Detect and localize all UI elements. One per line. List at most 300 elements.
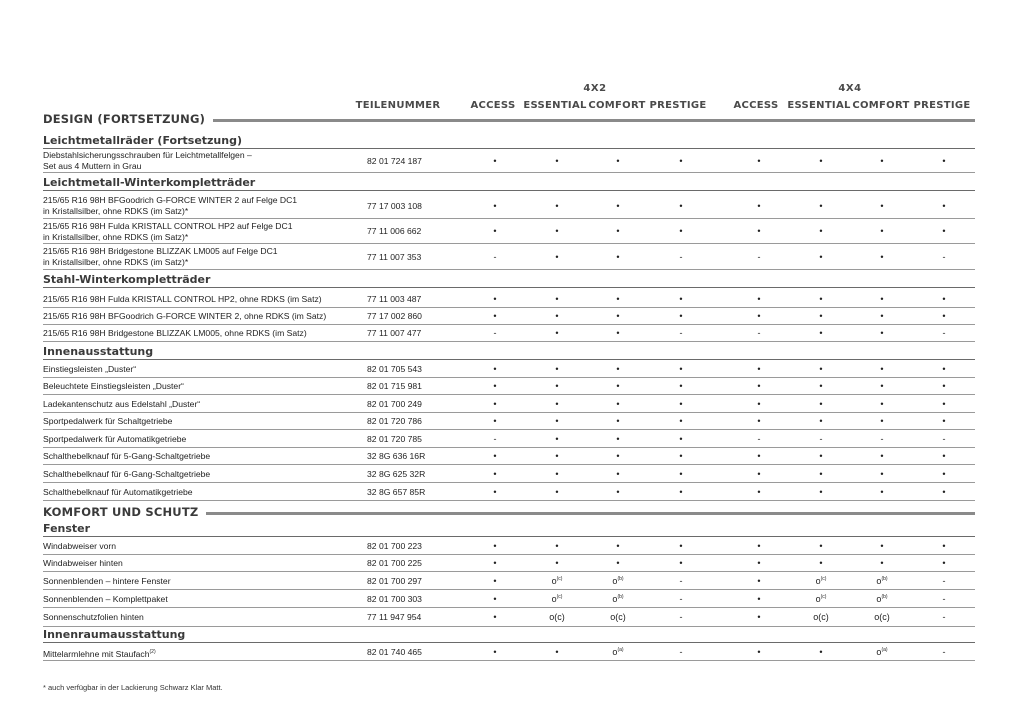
accessory-name-line: 215/65 R16 98H Fulda KRISTALL CONTROL HP2, ohne RDKS (im Satz) [43, 294, 322, 304]
availability-cell [744, 612, 774, 622]
availability-cell [480, 201, 510, 211]
availability-mark: • [942, 381, 946, 391]
availability-mark: • [616, 541, 620, 551]
availability-cell [929, 487, 959, 497]
availability-cell [666, 451, 696, 461]
availability-mark: • [942, 294, 946, 304]
availability-mark: • [757, 647, 761, 657]
availability-cell [806, 294, 836, 304]
availability-mark: • [555, 416, 559, 426]
availability-mark: • [493, 416, 497, 426]
availability-cell [666, 541, 696, 551]
availability-mark: • [880, 226, 884, 236]
availability-mark: • [493, 647, 497, 657]
availability-cell [867, 434, 897, 444]
availability-cell [929, 594, 959, 604]
availability-cell [867, 487, 897, 497]
availability-cell [603, 576, 633, 586]
availability-cell [603, 364, 633, 374]
subsection-title: Innenraumausstattung [43, 628, 186, 641]
availability-cell [744, 381, 774, 391]
availability-cell [603, 434, 633, 444]
availability-mark: • [880, 469, 884, 479]
availability-cell [744, 451, 774, 461]
availability-mark: • [493, 469, 497, 479]
availability-cell [666, 487, 696, 497]
availability-mark: • [757, 201, 761, 211]
teilenummer-header: TEILENUMMER [355, 100, 441, 111]
table-row: 215/65 R16 98H BFGoodrich G-FORCE WINTER 2 auf Felge DC1 in Kristallsilber, ohne RDKS (im Satz)* 77 17 003 108 • • • • • • • • [43, 193, 975, 219]
availability-cell [603, 399, 633, 409]
accessory-name-line: Sportpedalwerk für Schaltgetriebe [43, 416, 173, 426]
availability-cell [744, 647, 774, 657]
availability-cell [603, 226, 633, 236]
availability-mark: • [616, 294, 620, 304]
col-header-essential-4x2: ESSENTIAL [523, 100, 587, 111]
availability-mark: • [757, 226, 761, 236]
availability-cell [542, 434, 572, 444]
availability-mark: • [880, 156, 884, 166]
availability-mark: • [880, 558, 884, 568]
availability-mark: • [679, 558, 683, 568]
availability-mark: • [880, 311, 884, 321]
availability-mark: • [819, 226, 823, 236]
availability-mark: • [757, 156, 761, 166]
accessory-name-line: Diebstahlsicherungsschrauben für Leichtmetallfelgen – [43, 150, 252, 160]
availability-cell [603, 294, 633, 304]
availability-cell [806, 201, 836, 211]
availability-mark: • [757, 558, 761, 568]
availability-mark: • [757, 381, 761, 391]
availability-mark: - [679, 252, 683, 262]
availability-mark: • [616, 226, 620, 236]
footnote-marker: (2) [149, 649, 156, 655]
availability-mark: • [616, 434, 620, 444]
availability-cell [603, 311, 633, 321]
availability-mark: - [942, 328, 946, 338]
accessory-name [43, 612, 144, 623]
availability-cell [480, 416, 510, 426]
availability-note: (a) [617, 647, 624, 653]
availability-mark: - [493, 252, 497, 262]
section-title: DESIGN (FORTSETZUNG) [43, 112, 206, 126]
accessory-name [43, 541, 116, 552]
availability-mark: o [612, 594, 618, 604]
subsection-header [43, 175, 975, 191]
availability-mark: - [679, 647, 683, 657]
availability-mark: • [819, 487, 823, 497]
accessory-name [43, 399, 200, 410]
availability-cell [744, 201, 774, 211]
accessory-name [43, 195, 297, 217]
availability-cell [603, 328, 633, 338]
availability-cell [867, 558, 897, 568]
availability-mark: • [493, 451, 497, 461]
availability-cell [744, 434, 774, 444]
availability-mark: • [616, 416, 620, 426]
availability-cell [666, 156, 696, 166]
accessory-name-line: in Kristallsilber, ohne RDKS (im Satz)* [43, 257, 189, 267]
footnote: * auch verfügbar in der Lackierung Schwarz Klar Matt. [43, 683, 223, 692]
section-title: KOMFORT UND SCHUTZ [43, 505, 199, 519]
availability-cell [666, 381, 696, 391]
availability-cell [744, 252, 774, 262]
availability-cell [542, 647, 572, 657]
availability-mark: • [942, 487, 946, 497]
availability-mark: o(c) [874, 612, 890, 622]
availability-mark: • [757, 416, 761, 426]
availability-cell [480, 594, 510, 604]
availability-mark: • [555, 201, 559, 211]
availability-mark: • [819, 328, 823, 338]
availability-mark: • [679, 311, 683, 321]
availability-mark: • [942, 201, 946, 211]
availability-cell [806, 252, 836, 262]
availability-cell [744, 364, 774, 374]
availability-mark: - [942, 576, 946, 586]
availability-cell [806, 328, 836, 338]
availability-mark: • [679, 399, 683, 409]
availability-cell [666, 416, 696, 426]
availability-mark: • [819, 311, 823, 321]
availability-mark: • [493, 612, 497, 622]
availability-mark: • [819, 451, 823, 461]
availability-cell [744, 487, 774, 497]
availability-mark: - [757, 434, 761, 444]
availability-mark: • [555, 381, 559, 391]
availability-mark: - [942, 252, 946, 262]
availability-mark: - [819, 434, 823, 444]
col-header-prestige-4x2: PRESTIGE [649, 100, 707, 111]
availability-mark: • [819, 647, 823, 657]
availability-mark: • [819, 252, 823, 262]
availability-note: (c) [820, 594, 827, 600]
availability-cell [603, 612, 633, 622]
availability-cell [929, 201, 959, 211]
accessory-name-line: Windabweiser vorn [43, 541, 117, 551]
availability-note: (c) [556, 576, 563, 582]
availability-mark: • [616, 201, 620, 211]
availability-cell [929, 451, 959, 461]
availability-mark: • [616, 252, 620, 262]
section-rule [213, 119, 975, 122]
col-header-access-4x4: ACCESS [733, 100, 779, 111]
availability-cell [480, 451, 510, 461]
availability-mark: • [493, 201, 497, 211]
availability-cell [929, 364, 959, 374]
availability-cell [867, 612, 897, 622]
availability-cell [806, 612, 836, 622]
table-row: Schalthebelknauf für Automatikgetriebe 32 8G 657 85R • • • • • • • • [43, 483, 975, 501]
section-header [43, 505, 975, 521]
availability-note: (b) [617, 594, 624, 600]
availability-mark: o(c) [549, 612, 565, 622]
availability-mark: • [757, 294, 761, 304]
availability-cell [603, 201, 633, 211]
col-header-comfort-4x4: COMFORT [852, 100, 910, 111]
availability-cell [542, 201, 572, 211]
availability-mark: • [616, 381, 620, 391]
table-row: Schalthebelknauf für 5-Gang-Schaltgetriebe 32 8G 636 16R • • • • • • • • [43, 448, 975, 465]
availability-cell [542, 487, 572, 497]
availability-cell [744, 469, 774, 479]
availability-cell [867, 294, 897, 304]
availability-mark: o [551, 576, 557, 586]
availability-mark: • [757, 399, 761, 409]
accessory-name [43, 487, 193, 498]
availability-mark: o [876, 647, 882, 657]
accessory-name-line: 215/65 R16 98H Bridgestone BLIZZAK LM005, ohne RDKS (im Satz) [43, 328, 307, 338]
availability-mark: • [493, 294, 497, 304]
availability-mark: • [942, 451, 946, 461]
col-header-essential-4x4: ESSENTIAL [787, 100, 851, 111]
availability-mark: • [555, 541, 559, 551]
col-header-comfort-4x2: COMFORT [588, 100, 646, 111]
availability-mark: • [819, 469, 823, 479]
accessory-name [43, 594, 168, 605]
accessory-name-line: 215/65 R16 98H BFGoodrich G-FORCE WINTER 2, ohne RDKS (im Satz) [43, 311, 327, 321]
availability-cell [666, 576, 696, 586]
availability-mark: • [493, 399, 497, 409]
availability-cell [806, 416, 836, 426]
accessory-name-line: Einstiegsleisten „Duster“ [43, 364, 137, 374]
availability-cell [867, 416, 897, 426]
availability-cell [867, 252, 897, 262]
availability-mark: • [942, 399, 946, 409]
availability-cell [929, 647, 959, 657]
availability-cell [806, 594, 836, 604]
accessory-name [43, 364, 136, 375]
availability-cell [542, 328, 572, 338]
group-header-4x2: 4X2 [583, 83, 607, 94]
availability-mark: - [942, 647, 946, 657]
availability-cell [603, 451, 633, 461]
accessory-name [43, 221, 293, 243]
availability-mark: o(c) [813, 612, 829, 622]
availability-cell [480, 252, 510, 262]
availability-cell [806, 381, 836, 391]
availability-mark: • [942, 156, 946, 166]
accessory-name [43, 558, 123, 569]
table-row: Beleuchtete Einstiegsleisten „Duster“ 82 01 715 981 • • • • • • • • [43, 378, 975, 395]
accessory-name-line: Windabweiser hinten [43, 558, 123, 568]
availability-cell [929, 469, 959, 479]
table-row: Mittelarmlehne mit Staufach$^{(2)}$ 82 01 740 465 • • $o^{(a)}$ - • • $o^{(a)}$ - [43, 643, 975, 661]
availability-cell [480, 487, 510, 497]
section-header [43, 112, 975, 128]
availability-mark: • [679, 381, 683, 391]
availability-mark: • [555, 156, 559, 166]
accessory-name-line: 215/65 R16 98H Fulda KRISTALL CONTROL HP2 auf Felge DC1 [43, 221, 293, 231]
accessory-name-line: Set aus 4 Muttern in Grau [43, 161, 142, 171]
accessory-name-line: Mittelarmlehne mit Staufach$^{(2)}$ [43, 648, 156, 659]
availability-mark: • [880, 364, 884, 374]
availability-mark: - [880, 434, 884, 444]
availability-mark: • [757, 451, 761, 461]
availability-mark: • [493, 364, 497, 374]
accessory-name [43, 416, 172, 427]
availability-cell [744, 558, 774, 568]
availability-mark: • [880, 541, 884, 551]
subsection-header [43, 627, 975, 643]
availability-cell [929, 226, 959, 236]
availability-note: (b) [617, 576, 624, 582]
availability-cell [480, 399, 510, 409]
availability-cell [867, 226, 897, 236]
table-row: 215/65 R16 98H Fulda KRISTALL CONTROL HP2 auf Felge DC1 in Kristallsilber, ohne RDKS (im Satz)* 77 11 006 662 • • • • • • • • [43, 219, 975, 244]
availability-cell [542, 594, 572, 604]
table-row: Sonnenschutzfolien hinten 77 11 947 954 • o(c) o(c) - • o(c) o(c) - [43, 608, 975, 627]
availability-cell [542, 226, 572, 236]
availability-mark: - [679, 612, 683, 622]
availability-cell [542, 451, 572, 461]
availability-mark: • [493, 576, 497, 586]
availability-mark: • [819, 201, 823, 211]
accessory-name-line: Sonnenblenden – hintere Fenster [43, 576, 171, 586]
availability-mark: • [493, 541, 497, 551]
availability-cell [542, 612, 572, 622]
accessory-name-line: Schalthebelknauf für 5-Gang-Schaltgetriebe [43, 451, 211, 461]
availability-cell [480, 469, 510, 479]
subsection-header [43, 272, 975, 288]
availability-cell [806, 576, 836, 586]
availability-cell [929, 294, 959, 304]
availability-cell [744, 541, 774, 551]
availability-cell [480, 381, 510, 391]
availability-mark: • [493, 226, 497, 236]
availability-mark: • [942, 364, 946, 374]
availability-mark: • [942, 469, 946, 479]
availability-cell [480, 294, 510, 304]
availability-mark: • [616, 487, 620, 497]
availability-cell [603, 647, 633, 657]
availability-mark: • [757, 311, 761, 321]
availability-cell [480, 364, 510, 374]
availability-mark: • [819, 294, 823, 304]
availability-mark: • [757, 612, 761, 622]
table-row: Sonnenblenden – Komplettpaket 82 01 700 303 • $o^{(c)}$ $o^{(b)}$ - • $o^{(c)}$ $o^{(b)}$ - [43, 590, 975, 608]
availability-mark: • [616, 399, 620, 409]
availability-cell [480, 558, 510, 568]
group-header-4x4: 4X4 [838, 83, 862, 94]
accessory-name-line: Schalthebelknauf für Automatikgetriebe [43, 487, 193, 497]
availability-cell [542, 364, 572, 374]
availability-cell [603, 487, 633, 497]
table-row: Sportpedalwerk für Schaltgetriebe 82 01 720 786 • • • • • • • • [43, 413, 975, 430]
availability-mark: • [679, 416, 683, 426]
availability-cell [666, 647, 696, 657]
availability-mark: • [616, 328, 620, 338]
availability-mark: • [819, 541, 823, 551]
availability-mark: • [819, 416, 823, 426]
availability-mark: o [876, 594, 882, 604]
availability-mark: • [493, 156, 497, 166]
availability-cell [744, 328, 774, 338]
availability-cell [806, 451, 836, 461]
col-header-access-4x2: ACCESS [470, 100, 516, 111]
availability-cell [744, 576, 774, 586]
availability-cell [666, 201, 696, 211]
availability-mark: • [880, 381, 884, 391]
subsection-header [43, 344, 975, 360]
availability-cell [666, 328, 696, 338]
availability-mark: • [679, 541, 683, 551]
accessory-name [43, 150, 252, 172]
availability-cell [929, 416, 959, 426]
availability-cell [867, 469, 897, 479]
availability-cell [929, 381, 959, 391]
availability-cell [603, 594, 633, 604]
availability-cell [929, 558, 959, 568]
availability-mark: • [555, 647, 559, 657]
availability-cell [666, 226, 696, 236]
availability-mark: • [555, 434, 559, 444]
availability-mark: • [555, 558, 559, 568]
accessory-name [43, 311, 326, 322]
availability-cell [929, 576, 959, 586]
availability-mark: - [679, 594, 683, 604]
availability-cell [744, 311, 774, 321]
availability-cell [806, 647, 836, 657]
accessory-name-line: Sonnenschutzfolien hinten [43, 612, 144, 622]
availability-mark: • [679, 294, 683, 304]
availability-cell [744, 156, 774, 166]
availability-cell [929, 252, 959, 262]
availability-cell [542, 381, 572, 391]
availability-mark: • [819, 381, 823, 391]
availability-cell [806, 434, 836, 444]
availability-cell [929, 399, 959, 409]
accessory-name-line: 215/65 R16 98H BFGoodrich G-FORCE WINTER 2 auf Felge DC1 [43, 195, 298, 205]
availability-mark: • [555, 364, 559, 374]
availability-cell [480, 226, 510, 236]
availability-cell [542, 576, 572, 586]
availability-cell [542, 399, 572, 409]
availability-mark: • [942, 226, 946, 236]
table-row: 215/65 R16 98H BFGoodrich G-FORCE WINTER 2, ohne RDKS (im Satz) 77 17 002 860 • • • • • • • • [43, 308, 975, 325]
availability-mark: - [942, 612, 946, 622]
availability-cell [542, 416, 572, 426]
availability-cell [744, 416, 774, 426]
availability-mark: • [819, 156, 823, 166]
availability-cell [744, 226, 774, 236]
availability-mark: • [880, 451, 884, 461]
availability-mark: o(c) [610, 612, 626, 622]
availability-mark: • [493, 381, 497, 391]
availability-mark: • [616, 451, 620, 461]
availability-mark: • [493, 558, 497, 568]
availability-mark: • [555, 294, 559, 304]
accessory-name-line: 215/65 R16 98H Bridgestone BLIZZAK LM005 auf Felge DC1 [43, 246, 278, 256]
availability-cell [480, 434, 510, 444]
availability-cell [542, 558, 572, 568]
availability-cell [542, 469, 572, 479]
availability-cell [666, 612, 696, 622]
availability-cell [929, 311, 959, 321]
availability-cell [929, 541, 959, 551]
availability-mark: • [616, 558, 620, 568]
availability-cell [867, 201, 897, 211]
accessory-name [43, 246, 278, 268]
table-row: Schalthebelknauf für 6-Gang-Schaltgetriebe 32 8G 625 32R • • • • • • • • [43, 465, 975, 483]
availability-cell [603, 541, 633, 551]
availability-mark: • [757, 576, 761, 586]
availability-cell [542, 541, 572, 551]
accessory-name [43, 434, 186, 445]
availability-mark: • [942, 311, 946, 321]
availability-mark: • [679, 451, 683, 461]
availability-mark: - [942, 434, 946, 444]
